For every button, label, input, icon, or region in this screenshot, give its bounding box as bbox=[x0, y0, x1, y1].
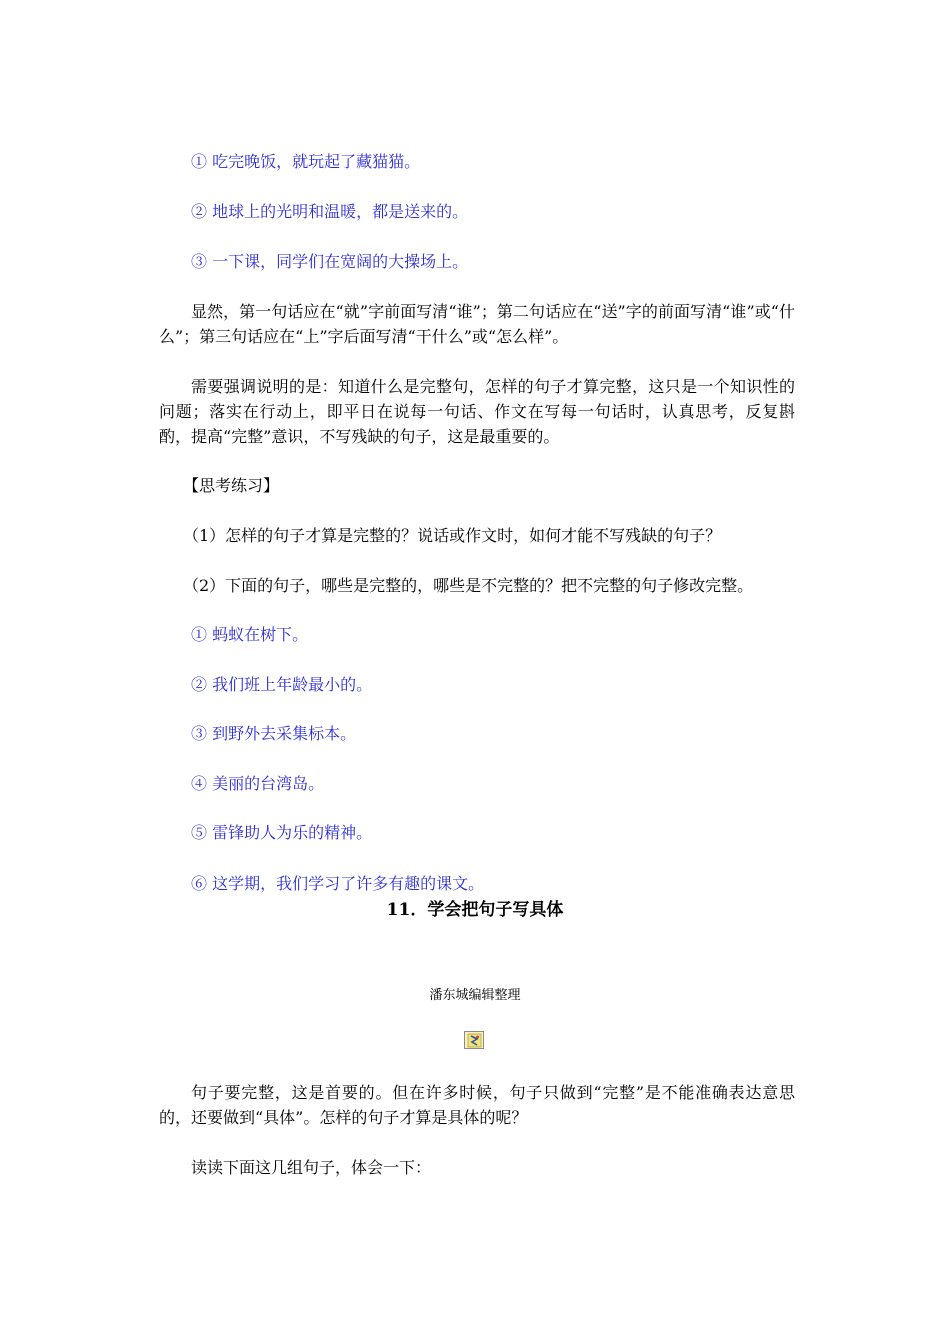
exercise-question-2: （2）下面的句子，哪些是完整的，哪些是不完整的？把不完整的句子修改完整。 bbox=[183, 576, 754, 595]
exercise-item-3: ③ 到野外去采集标本。 bbox=[191, 724, 357, 743]
example-sentence-1: ① 吃完晚饭，就玩起了藏猫猫。 bbox=[191, 152, 421, 171]
broken-image-icon bbox=[464, 1031, 484, 1049]
exercise-heading: 【思考练习】 bbox=[183, 476, 280, 495]
example-sentence-3: ③ 一下课，同学们在宽阔的大操场上。 bbox=[191, 252, 469, 271]
explanation-paragraph: 显然，第一句话应在“就”字前面写清“谁”；第二句话应在“送”字的前面写清“谁”或“什么”；第三句话应在“上”字后面写清“干什么”或“怎么样”。 bbox=[159, 302, 795, 346]
exercise-item-6: ⑥ 这学期，我们学习了许多有趣的课文。 bbox=[191, 874, 485, 893]
exercise-item-2: ② 我们班上年龄最小的。 bbox=[191, 675, 373, 694]
exercise-question-1: （1）怎样的句子才算是完整的？说话或作文时，如何才能不写残缺的句子？ bbox=[183, 526, 722, 545]
exercise-item-5: ⑤ 雷锋助人为乐的精神。 bbox=[191, 823, 373, 842]
example-sentence-2: ② 地球上的光明和温暖，都是送来的。 bbox=[191, 202, 469, 221]
intro-paragraph: 句子要完整，这是首要的。但在许多时候，句子只做到“完整”是不能准确表达意思的，还要做到“具体”。怎样的句子才算是具体的呢？ bbox=[159, 1083, 795, 1127]
exercise-item-4: ④ 美丽的台湾岛。 bbox=[191, 774, 325, 793]
read-instruction: 读读下面这几组句子，体会一下： bbox=[191, 1158, 432, 1177]
exercise-item-1: ① 蚂蚁在树下。 bbox=[191, 625, 309, 644]
section-title: 11．学会把句子写具体 bbox=[386, 900, 564, 920]
emphasis-paragraph: 需要强调说明的是：知道什么是完整句，怎样的句子才算完整，这只是一个知识性的问题；落实在行动上，即平日在说每一句话、作文在写每一句话时，认真思考，反复斟酌，提高“完整”意识，不写残缺的句子，这是最重要的。 bbox=[159, 377, 795, 446]
author-credit: 潘东城编辑整理 bbox=[429, 988, 521, 1003]
